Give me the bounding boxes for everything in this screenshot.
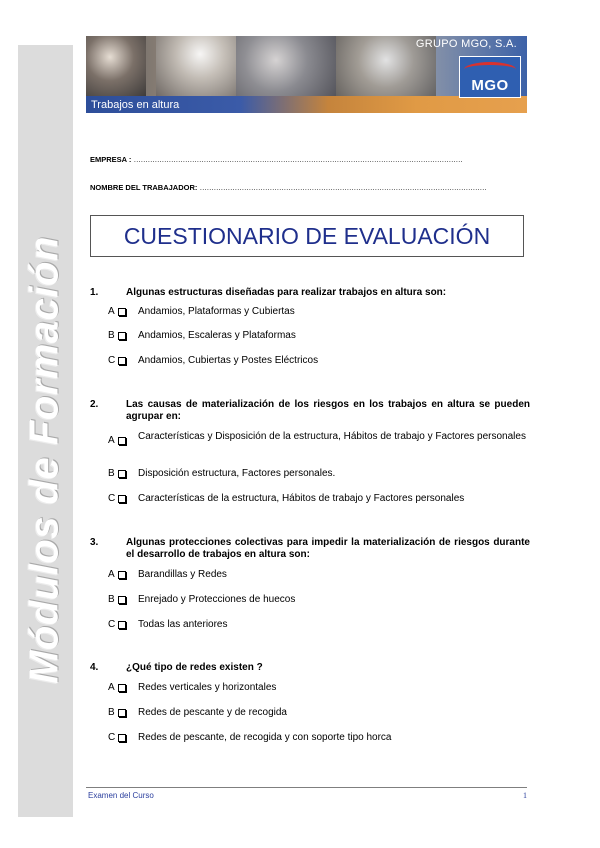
trabajador-field[interactable] bbox=[90, 183, 486, 192]
course-title: Trabajos en altura bbox=[91, 99, 180, 111]
option-letter: B bbox=[108, 330, 115, 341]
question-number: 3. bbox=[90, 537, 99, 548]
checkbox-icon[interactable] bbox=[118, 571, 126, 579]
checkbox-icon[interactable] bbox=[118, 495, 126, 503]
option-letter: C bbox=[108, 619, 116, 630]
option-letter: A bbox=[108, 682, 115, 693]
option-letter: C bbox=[108, 355, 116, 366]
empresa-dots: …………………………………………………………………………………………………………………………… bbox=[133, 155, 463, 164]
logo-swoosh-icon bbox=[464, 62, 516, 77]
question-text: ¿Qué tipo de redes existen ? bbox=[126, 662, 263, 673]
empresa-field[interactable] bbox=[90, 155, 463, 164]
checkbox-icon[interactable] bbox=[118, 596, 126, 604]
header-banner bbox=[86, 36, 527, 113]
empresa-label: EMPRESA : bbox=[90, 155, 132, 164]
trabajador-label: NOMBRE DEL TRABAJADOR: bbox=[90, 183, 198, 192]
question-number: 4. bbox=[90, 662, 99, 673]
option-label: Enrejado y Protecciones de huecos bbox=[138, 594, 296, 605]
checkbox-icon[interactable] bbox=[118, 684, 126, 692]
checkbox-icon[interactable] bbox=[118, 357, 126, 365]
company-name: GRUPO MGO, S.A. bbox=[415, 38, 517, 50]
checkbox-icon[interactable] bbox=[118, 437, 126, 445]
question-number: 2. bbox=[90, 399, 99, 410]
option-label: Andamios, Escaleras y Plataformas bbox=[138, 330, 296, 341]
option-letter: C bbox=[108, 732, 116, 743]
question-text: Algunas estructuras diseñadas para realizar trabajos en altura son: bbox=[126, 287, 447, 298]
checkbox-icon[interactable] bbox=[118, 332, 126, 340]
option-letter: A bbox=[108, 435, 115, 446]
checkbox-icon[interactable] bbox=[118, 470, 126, 478]
page-title: CUESTIONARIO DE EVALUACIÓN bbox=[123, 222, 491, 249]
footer-divider bbox=[86, 787, 527, 788]
checkbox-icon[interactable] bbox=[118, 308, 126, 316]
option-label: Todas las anteriores bbox=[138, 619, 228, 630]
option-letter: B bbox=[108, 707, 115, 718]
mgo-logo bbox=[459, 56, 521, 98]
banner-photo bbox=[156, 36, 236, 96]
option-label: Andamios, Cubiertas y Postes Eléctricos bbox=[138, 355, 319, 366]
option-label: Disposición estructura, Factores personales. bbox=[138, 468, 336, 479]
side-title: Módulos de Formación bbox=[22, 236, 67, 684]
trabajador-dots: …………………………………………………………………………………………………………… bbox=[199, 183, 487, 192]
question-text: Las causas de materialización de los riesgos en los trabajos en altura se pueden agrupar en: bbox=[126, 399, 530, 422]
question-number: 1. bbox=[90, 287, 99, 298]
title-box bbox=[90, 215, 524, 257]
option-letter: A bbox=[108, 306, 115, 317]
option-letter: A bbox=[108, 569, 115, 580]
option-label: Características y Disposición de la estructura, Hábitos de trabajo y Factores personales bbox=[138, 431, 526, 442]
option-label: Características de la estructura, Hábitos de trabajo y Factores personales bbox=[138, 493, 465, 504]
footer-label: Examen del Curso bbox=[88, 791, 154, 800]
option-label: Redes de pescante y de recogida bbox=[138, 707, 287, 718]
option-letter: B bbox=[108, 594, 115, 605]
option-label: Redes verticales y horizontales bbox=[138, 682, 277, 693]
checkbox-icon[interactable] bbox=[118, 734, 126, 742]
question-text: Algunas protecciones colectivas para impedir la materialización de riesgos durante el desarrollo de trabajos en altura son: bbox=[126, 537, 530, 560]
checkbox-icon[interactable] bbox=[118, 621, 126, 629]
logo-text: MGO bbox=[471, 77, 509, 94]
banner-photo bbox=[86, 36, 146, 96]
page-number: 1 bbox=[523, 791, 527, 800]
option-label: Andamios, Plataformas y Cubiertas bbox=[138, 306, 295, 317]
option-letter: B bbox=[108, 468, 115, 479]
option-label: Barandillas y Redes bbox=[138, 569, 227, 580]
option-letter: C bbox=[108, 493, 116, 504]
checkbox-icon[interactable] bbox=[118, 709, 126, 717]
banner-photo bbox=[236, 36, 336, 96]
option-label: Redes de pescante, de recogida y con soporte tipo horca bbox=[138, 732, 392, 743]
